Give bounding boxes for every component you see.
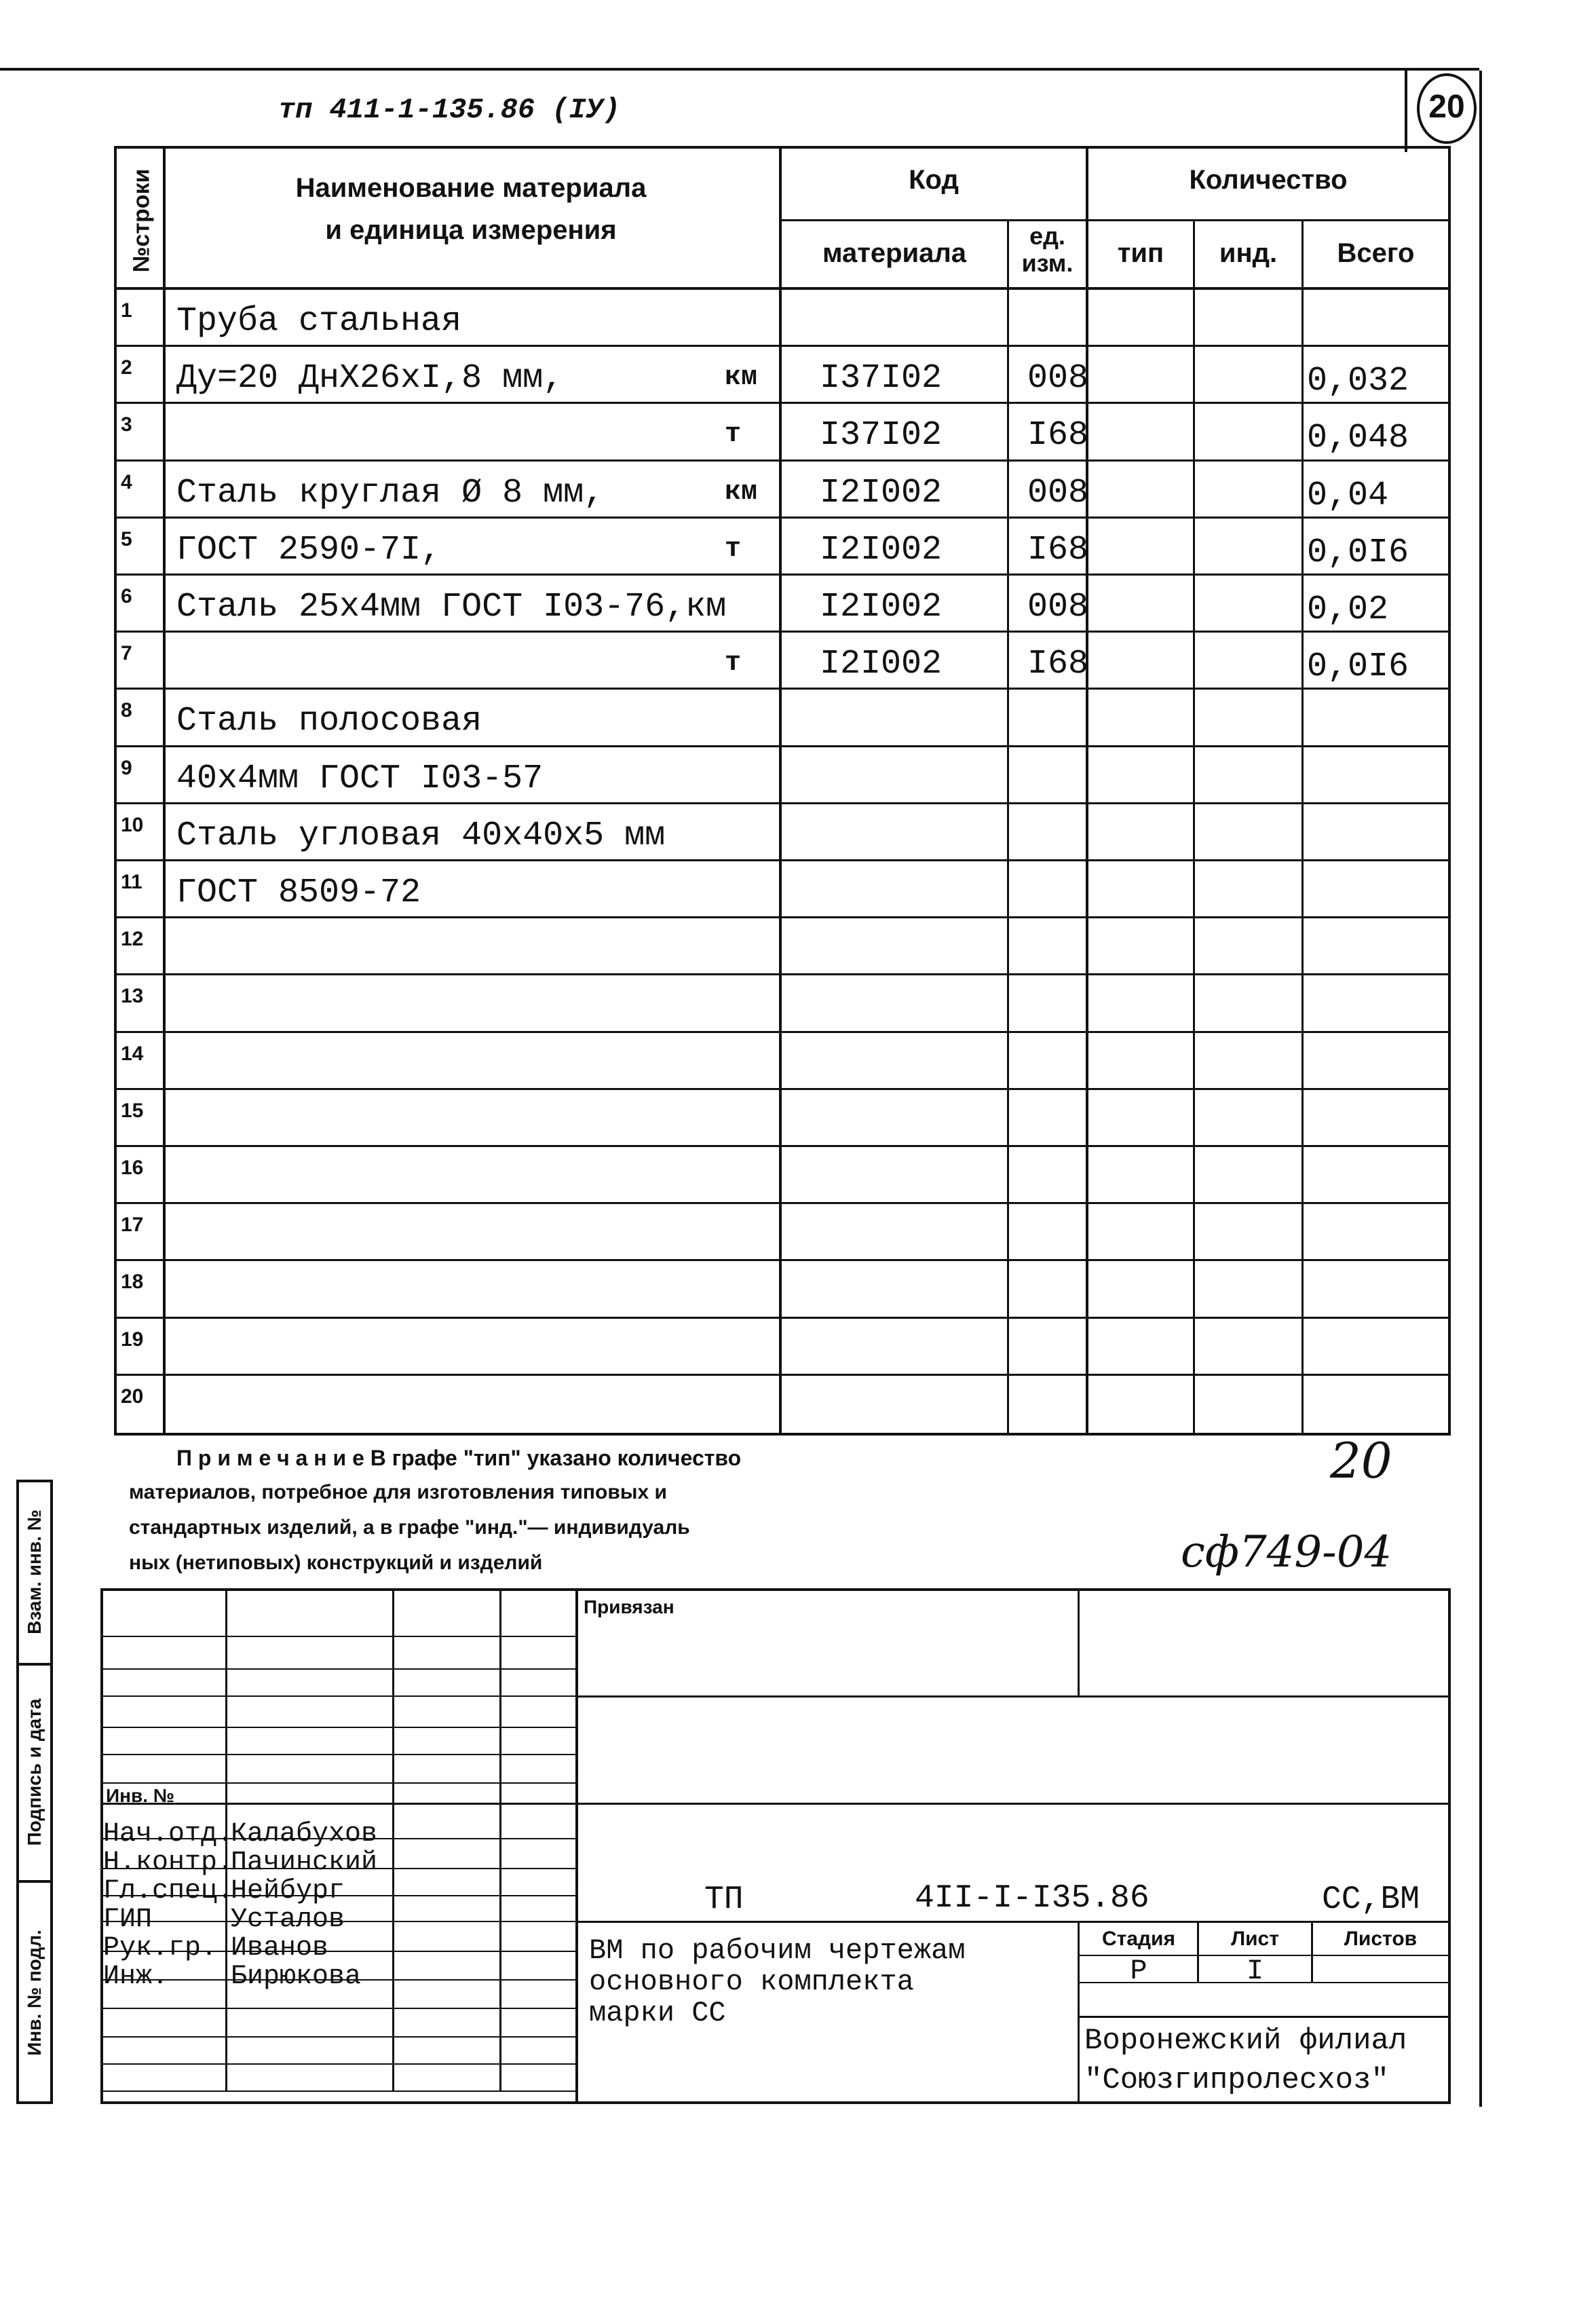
material-name: ГОСТ 8509-72 xyxy=(176,874,421,912)
sidebar-inv-podl: Инв. № подл. xyxy=(24,1930,45,2056)
total-quantity: 0,02 xyxy=(1307,590,1389,629)
table-row xyxy=(114,918,1451,975)
sheet-number: 20 xyxy=(1428,89,1465,125)
row-number: 17 xyxy=(121,1214,144,1237)
row-number: 13 xyxy=(121,985,144,1008)
row-number: 16 xyxy=(121,1157,144,1179)
unit-of-measure: км xyxy=(725,362,758,394)
table-row xyxy=(114,462,1451,519)
unit-code: 008 xyxy=(1027,359,1089,398)
row-number: 19 xyxy=(121,1328,144,1351)
table-row xyxy=(114,576,1451,633)
org-line2: "Союзгипролесхоз" xyxy=(1084,2063,1389,2097)
sidebar-vzam: Взам. инв. № xyxy=(24,1509,45,1634)
doc-title-line2: основного комплекта xyxy=(589,1966,914,1998)
table-row xyxy=(114,1033,1451,1090)
table-row xyxy=(114,747,1451,804)
stage-label: Стадия xyxy=(1101,1928,1176,1950)
total-quantity: 0,04 xyxy=(1307,476,1389,515)
table-row xyxy=(114,404,1451,461)
sidebar-podpis: Подпись и дата xyxy=(24,1698,45,1846)
doc-number: 4II-I-I35.86 xyxy=(915,1880,1150,1917)
row-number: 3 xyxy=(121,413,132,436)
row-number-header: №строки xyxy=(128,168,155,273)
table-row xyxy=(114,804,1451,861)
table-row xyxy=(114,861,1451,918)
table-row xyxy=(114,519,1451,576)
ind-header: инд. xyxy=(1219,238,1278,268)
row-number: 5 xyxy=(121,527,132,550)
material-code-header: материала xyxy=(822,238,967,268)
tp-label: ТП xyxy=(704,1881,744,1918)
signatory-role: Инж. xyxy=(103,1962,169,1992)
note-line: стандартных изделий, а в графе "инд."— индивидуаль xyxy=(129,1516,690,1539)
material-code: I37I02 xyxy=(820,416,943,455)
table-row xyxy=(114,633,1451,690)
handwritten-number: 20 xyxy=(1330,1432,1392,1489)
org-line1: Воронежский филиал xyxy=(1084,2024,1407,2058)
note-line: ных (нетиповых) конструкций и изделий xyxy=(129,1552,543,1574)
signatory-role: ГИП xyxy=(103,1905,153,1935)
sheets-label: Листов xyxy=(1344,1928,1418,1950)
row-number: 18 xyxy=(121,1271,144,1294)
material-name: Сталь 25х4мм ГОСТ I03-76,км xyxy=(176,588,727,626)
table-row xyxy=(114,1261,1451,1318)
material-name: Сталь угловая 40х40х5 мм xyxy=(176,816,666,855)
row-number: 10 xyxy=(121,813,144,836)
title-stamp xyxy=(100,1588,1451,2104)
unit-code: I68 xyxy=(1027,416,1089,455)
unit-header-line2: изм. xyxy=(1021,249,1074,277)
row-number: 2 xyxy=(121,356,132,379)
material-name: Сталь круглая Ø 8 мм, xyxy=(176,473,605,512)
signatory-name: Калабухов xyxy=(231,1819,378,1850)
sheet-value: I xyxy=(1246,1955,1264,1987)
signatory-role: Гл.спец. xyxy=(103,1876,234,1907)
signatory-role: Рук.гр. xyxy=(103,1933,218,1964)
row-number: 14 xyxy=(121,1042,144,1065)
quantity-header: Количество xyxy=(1189,165,1348,195)
stage-value: Р xyxy=(1130,1955,1147,1987)
row-number: 8 xyxy=(121,699,132,722)
signatory-role: Н.контр. xyxy=(103,1848,234,1878)
total-header: Всего xyxy=(1337,238,1415,268)
table-row xyxy=(114,975,1451,1032)
materials-table xyxy=(114,146,1451,1436)
material-code: I2I002 xyxy=(820,530,943,569)
unit-code: 008 xyxy=(1027,473,1089,512)
signatory-name: Усталов xyxy=(231,1905,345,1935)
name-header-line1: Наименование материала xyxy=(295,173,647,203)
unit-of-measure: км xyxy=(725,476,758,508)
table-row xyxy=(114,290,1451,347)
unit-header-line1: ед. xyxy=(1029,222,1065,250)
table-row xyxy=(114,1319,1451,1376)
material-code: I2I002 xyxy=(820,588,943,626)
material-name: Ду=20 ДнХ26хI,8 мм, xyxy=(176,359,564,398)
row-number: 4 xyxy=(121,470,132,493)
material-name: ГОСТ 2590-7I, xyxy=(176,530,442,569)
row-number: 9 xyxy=(121,756,132,779)
inv-label: Инв. № xyxy=(106,1785,175,1806)
signatory-name: Пачинский xyxy=(231,1848,378,1878)
mark: СС,ВМ xyxy=(1322,1881,1420,1918)
material-code: I2I002 xyxy=(820,473,943,512)
sheet-label: Лист xyxy=(1231,1928,1279,1950)
table-row xyxy=(114,1376,1451,1433)
total-quantity: 0,032 xyxy=(1307,362,1409,401)
note-line: П р и м е ч а н и е В графе "тип" указано количество xyxy=(176,1446,742,1470)
row-number: 1 xyxy=(121,299,132,322)
material-name: 40х4мм ГОСТ I03-57 xyxy=(176,759,544,798)
signatory-name: Иванов xyxy=(231,1933,329,1964)
row-number: 15 xyxy=(121,1099,144,1122)
unit-of-measure: т xyxy=(725,419,742,451)
table-row xyxy=(114,1090,1451,1147)
unit-code: I68 xyxy=(1027,645,1089,684)
doc-title-line1: ВМ по рабочим чертежам xyxy=(589,1934,966,1967)
total-quantity: 0,048 xyxy=(1307,419,1409,458)
material-name: Сталь полосовая xyxy=(176,702,482,741)
signatory-role: Нач.отд. xyxy=(103,1819,234,1850)
total-quantity: 0,0I6 xyxy=(1307,648,1409,687)
row-number: 12 xyxy=(121,928,144,951)
type-header: тип xyxy=(1117,238,1164,268)
doc-code-header: тп 411-1-135.86 (IУ) xyxy=(278,94,621,126)
row-number: 6 xyxy=(121,585,132,607)
material-name: Труба стальная xyxy=(176,302,462,341)
doc-title-line3: марки СС xyxy=(589,1997,726,2029)
row-number: 11 xyxy=(121,871,142,893)
table-row xyxy=(114,690,1451,747)
material-code: I37I02 xyxy=(820,359,943,398)
signatory-name: Нейбург xyxy=(231,1876,345,1907)
unit-of-measure: т xyxy=(725,533,742,565)
row-number: 20 xyxy=(121,1385,144,1408)
privyazan-label: Привязан xyxy=(584,1596,674,1617)
table-row xyxy=(114,1147,1451,1204)
row-number: 7 xyxy=(121,642,132,665)
material-code: I2I002 xyxy=(820,645,943,684)
table-row xyxy=(114,347,1451,404)
note-line: материалов, потребное для изготовления типовых и xyxy=(129,1481,667,1503)
total-quantity: 0,0I6 xyxy=(1307,533,1409,572)
name-header-line2: и единица измерения xyxy=(325,215,617,245)
code-header: Код xyxy=(909,165,959,195)
unit-of-measure: т xyxy=(725,648,742,679)
table-row xyxy=(114,1204,1451,1261)
unit-code: 008 xyxy=(1027,588,1089,626)
unit-code: I68 xyxy=(1027,530,1089,569)
handwritten-code: сф749-04 xyxy=(1181,1527,1392,1577)
signatory-name: Бирюкова xyxy=(231,1962,362,1992)
